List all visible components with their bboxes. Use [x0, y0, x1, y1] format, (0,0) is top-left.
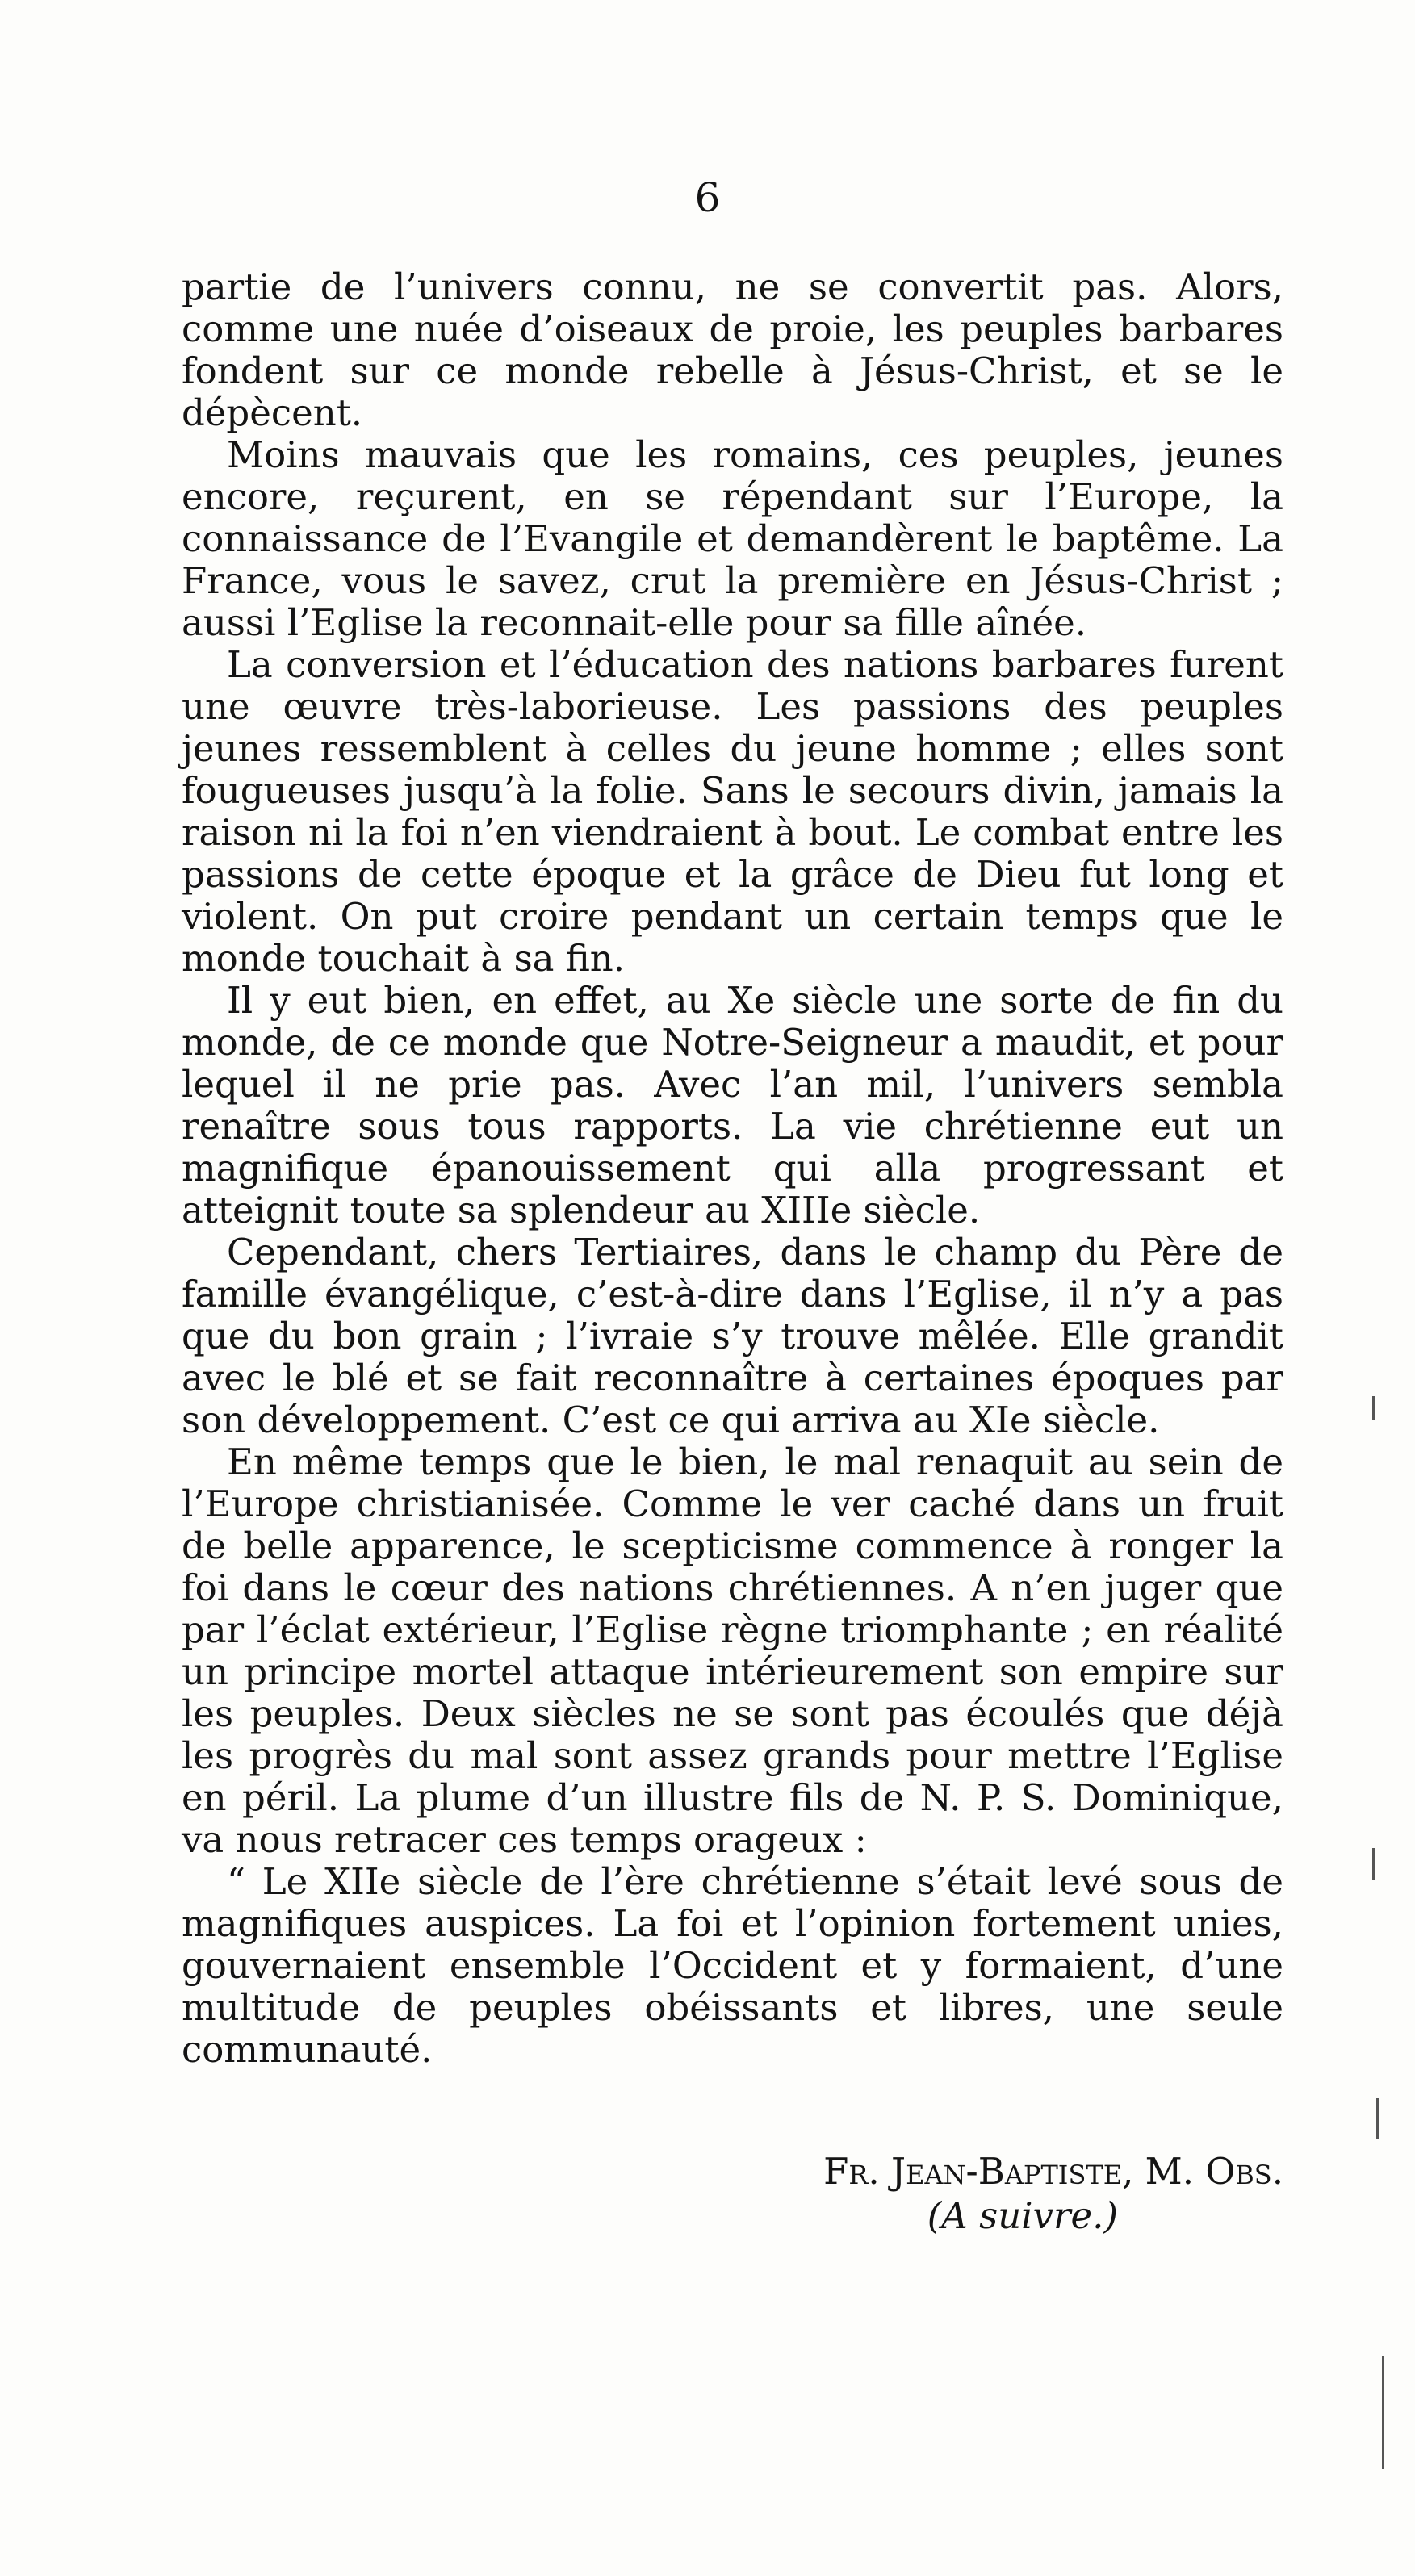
body-text — [182, 266, 1283, 2071]
paragraph-4: Il y eut bien, en effet, au Xe siècle une sorte de fin du monde, de ce monde que Notre-Seigneur a maudit, et pour lequel il ne prie pas. Avec l’an mil, l’univers sembla renaître sous tous rapports. La vie chrétienne eut un magnifique épanouissement qui alla progressant et atteignit toute sa splendeur au XIIIe siècle. — [182, 979, 1283, 1232]
paragraph-2: Moins mauvais que les romains, ces peuples, jeunes encore, reçurent, en se répendant sur l’Europe, la connaissance de l’Evangile et demandèrent le baptême. La France, vous le savez, crut la première en Jésus-Christ ; aussi l’Eglise la reconnait-elle pour sa fille aînée. — [182, 433, 1283, 644]
scan-edge-mark — [1382, 2356, 1384, 2469]
author-signature: Fr. Jean-Baptiste, M. Obs. — [823, 2150, 1283, 2193]
scan-edge-mark — [1376, 2098, 1379, 2139]
to-be-continued-note: (A suivre.) — [927, 2194, 1118, 2237]
paragraph-5: Cependant, chers Tertiaires, dans le champ du Père de famille évangélique, c’est-à-dire dans l’Eglise, il n’y a pas que du bon grain ; l’ivraie s’y trouve mêlée. Elle grandit avec le blé et se fait reconnaître à certaines époques par son développement. C’est ce qui arriva au XIe siècle. — [182, 1231, 1283, 1441]
paragraph-6: En même temps que le bien, le mal renaquit au sein de l’Europe christianisée. Comme le ver caché dans un fruit de belle apparence, le scepticisme commence à ronger la foi dans le cœur des nations chrétiennes. A n’en juger que par l’éclat extérieur, l’Eglise règne triomphante ; en réalité un principe mortel attaque intérieurement son empire sur les peuples. Deux siècles ne se sont pas écoulés que déjà les progrès du mal sont assez grands pour mettre l’Eglise en péril. La plume d’un illustre fils de N. P. S. Dominique, va nous retracer ces temps orageux : — [182, 1441, 1283, 1861]
paragraph-1: partie de l’univers connu, ne se convertit pas. Alors, comme une nuée d’oiseaux de proie, les peuples barbares fondent sur ce monde rebelle à Jésus-Christ, et se le dépècent. — [182, 266, 1283, 434]
page-number: 6 — [694, 174, 721, 221]
paragraph-3: La conversion et l’éducation des nations barbares furent une œuvre très-laborieuse. Les passions des peuples jeunes ressemblent à celles du jeune homme ; elles sont fougueuses jusqu’à la folie. Sans le secours divin, jamais la raison ni la foi n’en viendraient à bout. Le combat entre les passions de cette époque et la grâce de Dieu fut long et violent. On put croire pendant un certain temps que le monde touchait à sa fin. — [182, 643, 1283, 980]
scan-edge-mark — [1372, 1396, 1375, 1420]
paragraph-7-quote: “ Le XIIe siècle de l’ère chrétienne s’était levé sous de magnifiques auspices. La foi et l’opinion fortement unies, gouvernaient ensemble l’Occident et y formaient, d’une multitude de peuples obéissants et libres, une seule communauté. — [182, 1860, 1283, 2071]
scan-edge-mark — [1372, 1848, 1375, 1880]
